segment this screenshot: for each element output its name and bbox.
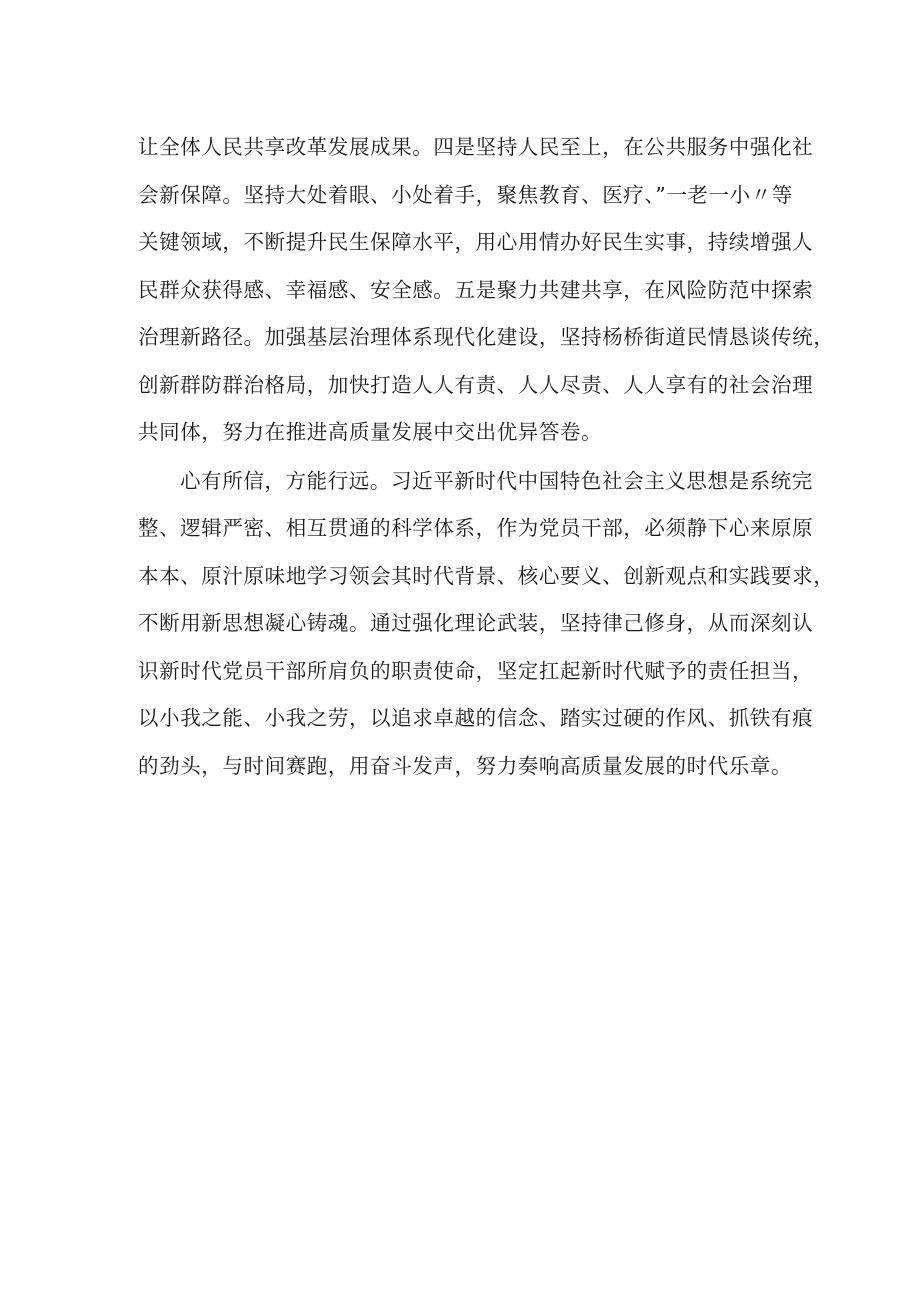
paragraph-1-line-3: 关键领域，不断提升民生保障水平，用心用情办好民生实事，持续增强人 (138, 230, 814, 254)
paragraph-2-line-6: 以小我之能、小我之劳，以追求卓越的信念、踏实过硬的作风、抓铁有痕 (138, 706, 814, 730)
paragraph-1-line-6: 创新群防群治格局，加快打造人人有责、人人尽责、人人享有的社会治理 (138, 373, 814, 397)
paragraph-2-line-1: 心有所信，方能行远。习近平新时代中国特色社会主义思想是系统完 (180, 469, 813, 493)
paragraph-2-line-7: 的劲头，与时间赛跑，用奋斗发声，努力奏响高质量发展的时代乐章。 (138, 754, 793, 778)
paragraph-1-line-7: 共同体，努力在推进高质量发展中交出优异答卷。 (138, 420, 603, 444)
paragraph-1-line-5: 治理新路径。加强基层治理体系现代化建设，坚持杨桥街道民情恳谈传统， (138, 325, 835, 349)
paragraph-1-line-1: 让全体人民共享改革发展成果。四是坚持人民至上，在公共服务中强化社 (138, 135, 814, 159)
paragraph-1-line-2: 会新保障。坚持大处着眼、小处着手，聚焦教育、医疗、”一老一小〃等 (138, 183, 793, 207)
paragraph-2-line-3: 本本、原汁原味地学习领会其时代背景、核心要义、创新观点和实践要求， (138, 564, 835, 588)
paragraph-2-line-4: 不断用新思想凝心铸魂。通过强化理论武装，坚持律己修身，从而深刻认 (138, 611, 814, 635)
paragraph-2-line-2: 整、逻辑严密、相互贯通的科学体系，作为党员干部，必须静下心来原原 (138, 516, 814, 540)
paragraph-1-line-4: 民群众获得感、幸福感、安全感。五是聚力共建共享，在风险防范中探索 (138, 278, 814, 302)
paragraph-2-line-5: 识新时代党员干部所肩负的职责使命，坚定扛起新时代赋予的责任担当， (138, 659, 814, 683)
